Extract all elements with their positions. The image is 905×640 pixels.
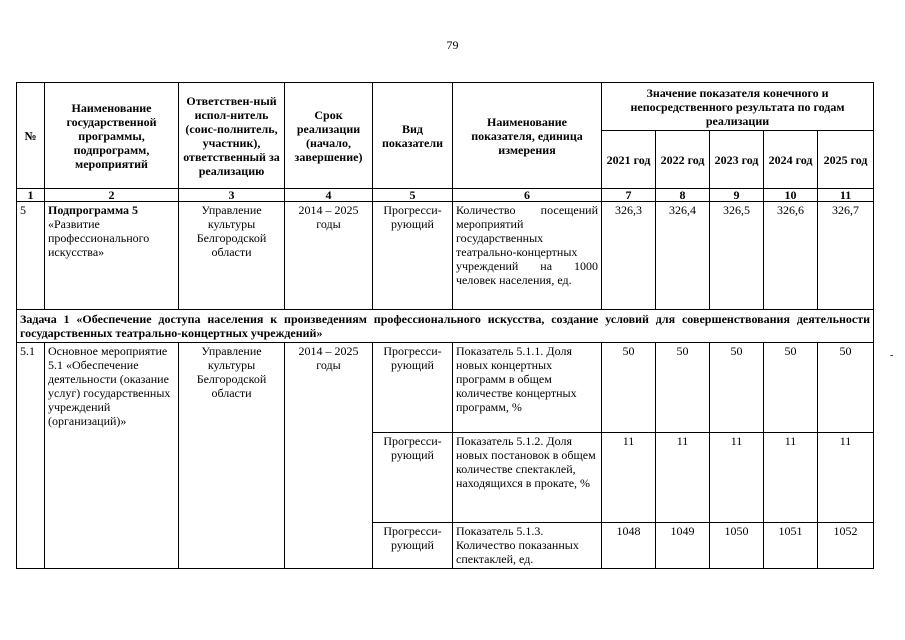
subprogram-cell: [45, 202, 179, 310]
column-numbers-row: [17, 189, 874, 202]
value-cell: 1049: [656, 523, 710, 569]
indicator-kind: Прогресси-рующий: [373, 343, 453, 433]
value-cell: 11: [818, 433, 874, 523]
task-row: [17, 310, 874, 343]
col-num: 2: [45, 189, 179, 202]
indicator-kind: Прогресси-рующий: [373, 433, 453, 523]
subprogram-row: [17, 202, 874, 310]
task-text: Задача 1 «Обеспечение доступа населения к произведениям профессионального искусства, создание условий для совершенствования деятельности государственных театрально-концертных учреждений»: [17, 310, 874, 343]
event-no: 5.1: [17, 343, 45, 569]
value-cell: 1048: [602, 523, 656, 569]
col-num: 1: [17, 189, 45, 202]
col-num: 8: [656, 189, 710, 202]
value-cell: 50: [602, 343, 656, 433]
header-values-group: Значение показателя конечного и непосредственного результата по годам реализации: [602, 83, 874, 131]
header-period: Срок реализации (начало, завершение): [285, 83, 373, 189]
value-cell: 1051: [764, 523, 818, 569]
value-cell: 1050: [710, 523, 764, 569]
value-cell: 326,7: [818, 202, 874, 310]
event-period: 2014 – 2025 годы: [285, 343, 373, 569]
subprogram-no: 5: [17, 202, 45, 310]
value-cell: 326,5: [710, 202, 764, 310]
indicator-text: Показатель 5.1.1. Доля новых концертных программ в общем количестве концертных программ, %: [453, 343, 602, 433]
subprogram-name: «Развитие профессионального искусства»: [48, 217, 150, 259]
col-num: 9: [710, 189, 764, 202]
value-cell: 11: [602, 433, 656, 523]
col-num: 10: [764, 189, 818, 202]
value-cell: 11: [764, 433, 818, 523]
year-2025: 2025 год: [818, 131, 874, 189]
value-cell: 50: [818, 343, 874, 433]
value-cell: 1052: [818, 523, 874, 569]
value-cell: 50: [710, 343, 764, 433]
header-no: №: [17, 83, 45, 189]
indicator-text: Показатель 5.1.3. Количество показанных спектаклей, ед.: [453, 523, 602, 569]
col-num: 4: [285, 189, 373, 202]
value-cell: 50: [764, 343, 818, 433]
year-2023: 2023 год: [710, 131, 764, 189]
value-cell: 326,6: [764, 202, 818, 310]
header-indicator: Наименование показателя, единица измерения: [453, 83, 602, 189]
value-cell: 50: [656, 343, 710, 433]
subprogram-title: Подпрограмма 5: [48, 203, 139, 217]
col-num: 6: [453, 189, 602, 202]
value-cell: 326,3: [602, 202, 656, 310]
indicators-table: [16, 82, 874, 569]
header-executor: Ответствен-ный испол-нитель (соис-полнитель, участник), ответственный за реализацию: [179, 83, 285, 189]
subprogram-period: 2014 – 2025 годы: [285, 202, 373, 310]
event-executor: Управление культуры Белгородской области: [179, 343, 285, 569]
indicator-kind: Прогресси-рующий: [373, 523, 453, 569]
header-kind: Вид показатели: [373, 83, 453, 189]
subprogram-kind: Прогресси-рующий: [373, 202, 453, 310]
page-number: 79: [446, 38, 459, 52]
col-num: 5: [373, 189, 453, 202]
subprogram-executor: Управление культуры Белгородской области: [179, 202, 285, 310]
value-cell: 11: [656, 433, 710, 523]
event-row: [17, 343, 874, 433]
header-program: Наименование государственной программы, подпрограмм, мероприятий: [45, 83, 179, 189]
value-cell: 326,4: [656, 202, 710, 310]
value-cell: 11: [710, 433, 764, 523]
col-num: 3: [179, 189, 285, 202]
margin-mark: -: [890, 350, 894, 361]
year-2022: 2022 год: [656, 131, 710, 189]
event-name: Основное мероприятие 5.1 «Обеспечение деятельности (оказание услуг) государственных учреждений (организаций)»: [45, 343, 179, 569]
year-2021: 2021 год: [602, 131, 656, 189]
year-2024: 2024 год: [764, 131, 818, 189]
col-num: 11: [818, 189, 874, 202]
indicator-text: Показатель 5.1.2. Доля новых постановок в общем количестве спектаклей, находящихся в прокате, %: [453, 433, 602, 523]
col-num: 7: [602, 189, 656, 202]
header-row: [17, 83, 874, 131]
subprogram-indicator: Количество посещений мероприятий государственных театрально-концертных учреждений на 1000 человек населения, ед.: [453, 202, 602, 310]
